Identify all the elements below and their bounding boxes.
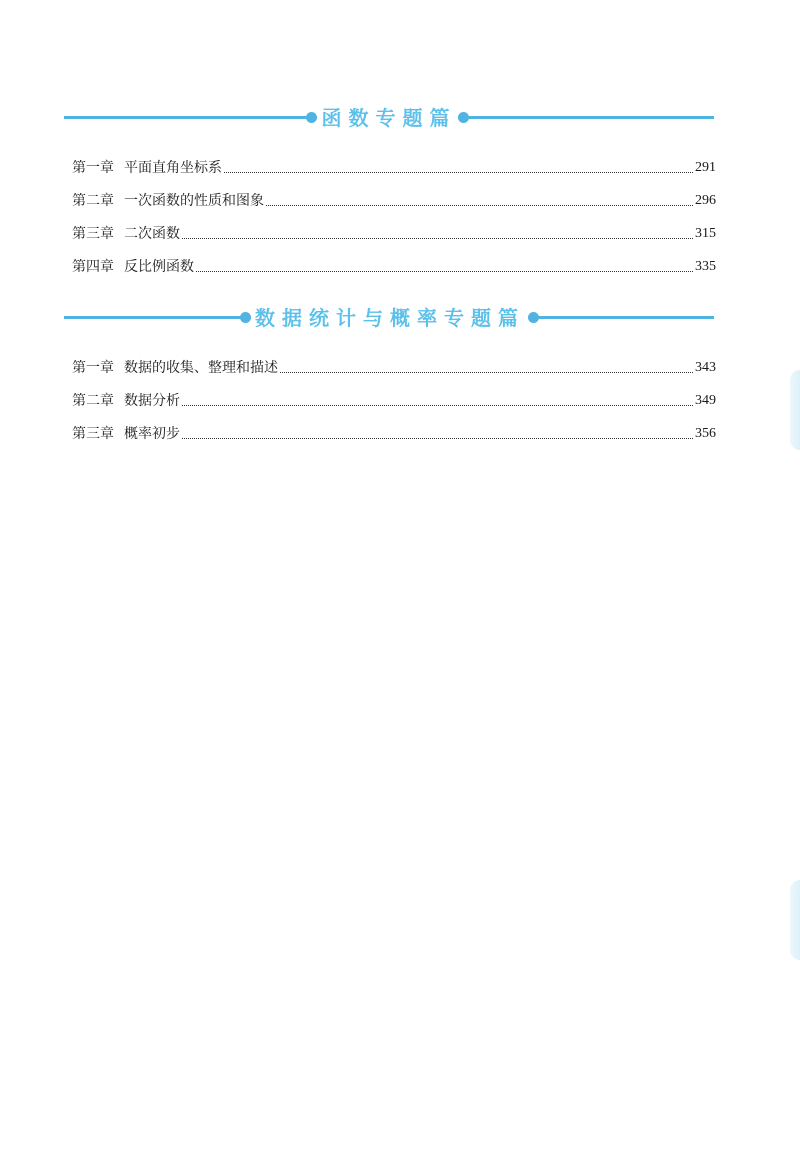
- toc-chapter-number: 第二章: [72, 193, 114, 209]
- section-rule-left: [64, 116, 310, 119]
- section-rule-right: [466, 116, 714, 119]
- toc-chapter-title: 概率初步: [124, 426, 180, 442]
- section-dot-left: [306, 112, 317, 123]
- toc-chapter-title: 平面直角坐标系: [124, 160, 222, 176]
- toc-chapter-number: 第一章: [72, 160, 114, 176]
- toc-dot-leader: [266, 204, 693, 206]
- toc-page-number: 315: [695, 226, 716, 241]
- toc-entry[interactable]: [72, 377, 716, 410]
- toc-page-number: 356: [695, 426, 716, 441]
- toc-chapter-number: 第三章: [72, 426, 114, 442]
- toc-chapter-number: 第一章: [72, 360, 114, 376]
- toc-page-number: 291: [695, 160, 716, 175]
- toc-dot-leader: [182, 237, 693, 239]
- toc-entry[interactable]: [72, 144, 716, 177]
- toc-dot-leader: [182, 404, 693, 406]
- section-header: [0, 98, 800, 138]
- toc-entry[interactable]: [72, 344, 716, 377]
- toc-dot-leader: [280, 371, 693, 373]
- toc-chapter-number: 第二章: [72, 393, 114, 409]
- toc-page-number: 349: [695, 393, 716, 408]
- toc-chapter-title: 一次函数的性质和图象: [124, 193, 264, 209]
- toc-dot-leader: [196, 270, 693, 272]
- toc-chapter-title: 二次函数: [124, 226, 180, 242]
- toc-list: [0, 144, 800, 276]
- toc-chapter-number: 第三章: [72, 226, 114, 242]
- toc-list: [0, 344, 800, 443]
- toc-section-statistics: [0, 298, 800, 443]
- toc-entry[interactable]: [72, 177, 716, 210]
- toc-chapter-title: 数据分析: [124, 393, 180, 409]
- toc-entry[interactable]: [72, 243, 716, 276]
- section-title: 函数专题篇: [321, 106, 457, 130]
- toc-page-number: 296: [695, 193, 716, 208]
- toc-dot-leader: [182, 437, 693, 439]
- toc-chapter-number: 第四章: [72, 259, 114, 275]
- toc-dot-leader: [224, 171, 693, 173]
- section-header: [0, 298, 800, 338]
- toc-page-number: 335: [695, 259, 716, 274]
- toc-section-functions: [0, 98, 800, 276]
- toc-page-number: 343: [695, 360, 716, 375]
- section-rule-right: [536, 316, 714, 319]
- section-dot-left: [240, 312, 251, 323]
- page-edge-mark: [790, 880, 800, 960]
- section-rule-left: [64, 316, 244, 319]
- section-title: 数据统计与概率专题篇: [255, 306, 525, 330]
- toc-chapter-title: 数据的收集、整理和描述: [124, 360, 278, 376]
- toc-entry[interactable]: [72, 210, 716, 243]
- toc-entry[interactable]: [72, 410, 716, 443]
- page-edge-mark: [790, 370, 800, 450]
- toc-chapter-title: 反比例函数: [124, 259, 194, 275]
